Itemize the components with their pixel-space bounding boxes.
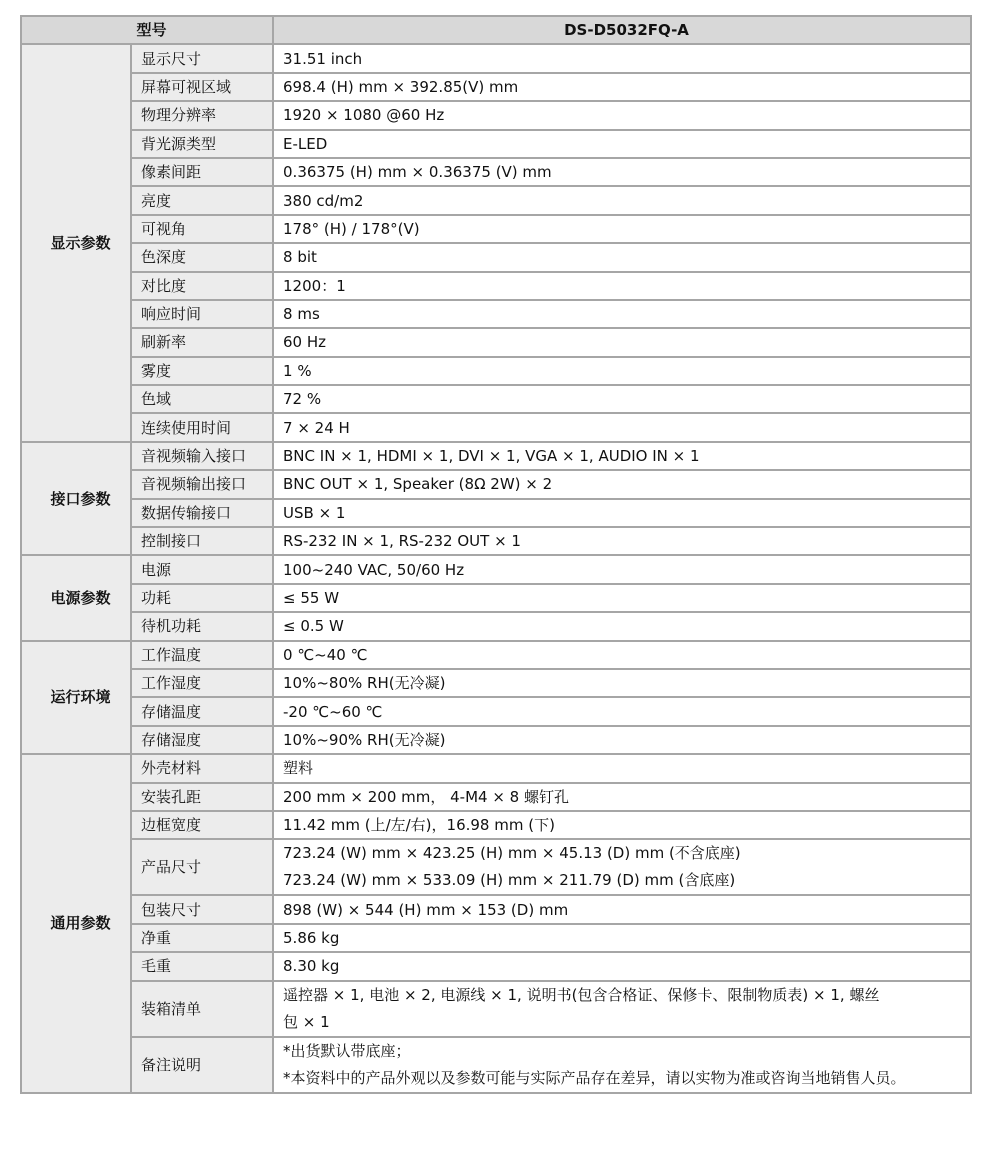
- spec-value: 380 cd/m2: [273, 186, 971, 214]
- spec-row: [21, 527, 971, 555]
- spec-value: 11.42 mm (上/左/右)，16.98 mm (下): [273, 811, 971, 839]
- spec-value-line: 包 × 1: [283, 1012, 330, 1031]
- spec-row: [21, 243, 971, 271]
- spec-label: 产品尺寸: [131, 839, 273, 895]
- spec-value: 0.36375 (H) mm × 0.36375 (V) mm: [273, 158, 971, 186]
- spec-row: [21, 952, 971, 980]
- spec-label: 功耗: [131, 584, 273, 612]
- spec-value: E-LED: [273, 130, 971, 158]
- spec-value: 8 ms: [273, 300, 971, 328]
- spec-label: 存储湿度: [131, 726, 273, 754]
- spec-label: 可视角: [131, 215, 273, 243]
- spec-row: [21, 641, 971, 669]
- spec-label: 像素间距: [131, 158, 273, 186]
- spec-label: 备注说明: [131, 1037, 273, 1093]
- spec-value: USB × 1: [273, 499, 971, 527]
- spec-table: [20, 15, 972, 1094]
- spec-value: [273, 1037, 971, 1093]
- spec-row: [21, 981, 971, 1037]
- spec-label: 音视频输入接口: [131, 442, 273, 470]
- spec-row: [21, 924, 971, 952]
- spec-row: [21, 442, 971, 470]
- spec-label: 净重: [131, 924, 273, 952]
- spec-label: 物理分辨率: [131, 101, 273, 129]
- spec-row: [21, 44, 971, 72]
- spec-value: 1 %: [273, 357, 971, 385]
- spec-value-line: *本资料中的产品外观以及参数可能与实际产品存在差异，请以实物为准或咨询当地销售人员。: [283, 1068, 906, 1087]
- spec-label: 控制接口: [131, 527, 273, 555]
- spec-label: 包装尺寸: [131, 895, 273, 923]
- spec-label: 电源: [131, 555, 273, 583]
- spec-label: 显示尺寸: [131, 44, 273, 72]
- spec-label: 装箱清单: [131, 981, 273, 1037]
- model-value: DS-D5032FQ-A: [273, 16, 971, 44]
- spec-value: 5.86 kg: [273, 924, 971, 952]
- spec-row: [21, 754, 971, 782]
- spec-value-line: 遥控器 × 1, 电池 × 2, 电源线 × 1, 说明书(包含合格证、保修卡、限制物质表) × 1, 螺丝: [283, 985, 880, 1004]
- spec-label: 屏幕可视区域: [131, 73, 273, 101]
- spec-value: 898 (W) × 544 (H) mm × 153 (D) mm: [273, 895, 971, 923]
- spec-row: [21, 499, 971, 527]
- spec-label: 外壳材料: [131, 754, 273, 782]
- spec-value-line: 723.24 (W) mm × 533.09 (H) mm × 211.79 (D) mm (含底座): [283, 871, 736, 890]
- spec-label: 工作温度: [131, 641, 273, 669]
- spec-row: [21, 895, 971, 923]
- spec-label: 存储温度: [131, 697, 273, 725]
- spec-label: 对比度: [131, 272, 273, 300]
- spec-value: ≤ 0.5 W: [273, 612, 971, 640]
- spec-value: -20 ℃~60 ℃: [273, 697, 971, 725]
- spec-row: [21, 470, 971, 498]
- spec-value-line: *出货默认带底座；: [283, 1041, 411, 1060]
- spec-value: 1920 × 1080 @60 Hz: [273, 101, 971, 129]
- spec-value-line: 723.24 (W) mm × 423.25 (H) mm × 45.13 (D) mm (不含底座): [283, 844, 741, 863]
- spec-row: [21, 328, 971, 356]
- spec-table-body: [21, 16, 971, 1093]
- spec-label: 工作湿度: [131, 669, 273, 697]
- spec-value: 1200：1: [273, 272, 971, 300]
- spec-label: 连续使用时间: [131, 413, 273, 441]
- spec-row: [21, 839, 971, 895]
- spec-row: [21, 783, 971, 811]
- spec-value: 31.51 inch: [273, 44, 971, 72]
- spec-row: [21, 584, 971, 612]
- spec-value: 7 × 24 H: [273, 413, 971, 441]
- group-name: 通用参数: [21, 754, 131, 1092]
- spec-row: [21, 413, 971, 441]
- spec-value: ≤ 55 W: [273, 584, 971, 612]
- group-name: 显示参数: [21, 44, 131, 441]
- group-name: 电源参数: [21, 555, 131, 640]
- spec-label: 安装孔距: [131, 783, 273, 811]
- spec-row: [21, 357, 971, 385]
- spec-label: 色域: [131, 385, 273, 413]
- spec-value: [273, 981, 971, 1037]
- spec-value: 200 mm × 200 mm， 4-M4 × 8 螺钉孔: [273, 783, 971, 811]
- spec-row: [21, 272, 971, 300]
- spec-value: 10%~90% RH(无冷凝): [273, 726, 971, 754]
- spec-value: 8.30 kg: [273, 952, 971, 980]
- spec-value: 100~240 VAC, 50/60 Hz: [273, 555, 971, 583]
- spec-row: [21, 555, 971, 583]
- spec-row: [21, 186, 971, 214]
- spec-label: 背光源类型: [131, 130, 273, 158]
- spec-value: RS-232 IN × 1, RS-232 OUT × 1: [273, 527, 971, 555]
- spec-label: 边框宽度: [131, 811, 273, 839]
- spec-label: 音视频输出接口: [131, 470, 273, 498]
- spec-row: [21, 300, 971, 328]
- spec-sheet: [20, 15, 972, 1094]
- spec-row: [21, 385, 971, 413]
- spec-row: [21, 101, 971, 129]
- spec-value: 0 ℃~40 ℃: [273, 641, 971, 669]
- model-label: 型号: [21, 16, 273, 44]
- header-row: [21, 16, 971, 44]
- spec-value: 10%~80% RH(无冷凝): [273, 669, 971, 697]
- spec-row: [21, 73, 971, 101]
- spec-row: [21, 158, 971, 186]
- spec-value: 72 %: [273, 385, 971, 413]
- spec-value: [273, 839, 971, 895]
- spec-value: BNC IN × 1, HDMI × 1, DVI × 1, VGA × 1, AUDIO IN × 1: [273, 442, 971, 470]
- spec-row: [21, 697, 971, 725]
- spec-label: 毛重: [131, 952, 273, 980]
- spec-row: [21, 130, 971, 158]
- spec-row: [21, 1037, 971, 1093]
- spec-label: 响应时间: [131, 300, 273, 328]
- spec-value: 178° (H) / 178°(V): [273, 215, 971, 243]
- spec-value: BNC OUT × 1, Speaker (8Ω 2W) × 2: [273, 470, 971, 498]
- spec-row: [21, 726, 971, 754]
- spec-label: 刷新率: [131, 328, 273, 356]
- spec-value: 698.4 (H) mm × 392.85(V) mm: [273, 73, 971, 101]
- spec-value: 塑料: [273, 754, 971, 782]
- spec-row: [21, 669, 971, 697]
- spec-label: 色深度: [131, 243, 273, 271]
- spec-label: 亮度: [131, 186, 273, 214]
- spec-label: 雾度: [131, 357, 273, 385]
- spec-value: 60 Hz: [273, 328, 971, 356]
- spec-row: [21, 612, 971, 640]
- spec-value: 8 bit: [273, 243, 971, 271]
- group-name: 接口参数: [21, 442, 131, 556]
- spec-row: [21, 811, 971, 839]
- group-name: 运行环境: [21, 641, 131, 755]
- spec-row: [21, 215, 971, 243]
- spec-label: 数据传输接口: [131, 499, 273, 527]
- spec-label: 待机功耗: [131, 612, 273, 640]
